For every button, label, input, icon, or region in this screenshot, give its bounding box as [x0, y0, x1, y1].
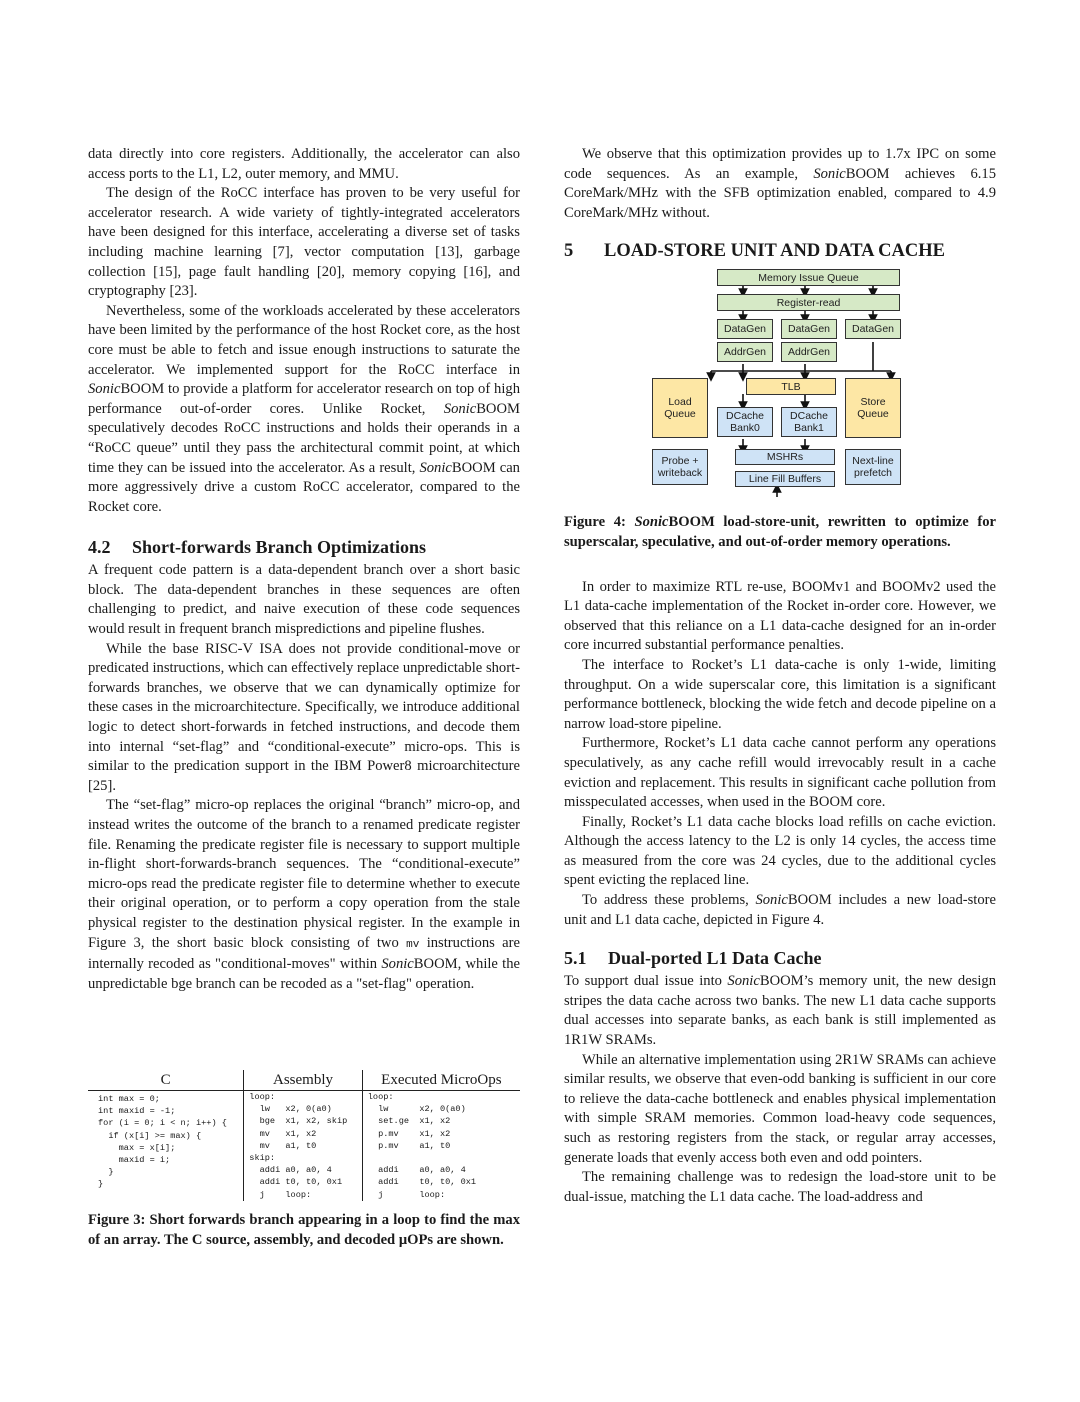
probe-writeback-box: Probe + writeback: [652, 449, 708, 485]
tlb-box: TLB: [746, 378, 836, 395]
figure-4-caption: Figure 4: SonicBOOM load-store-unit, rewritten to optimize for superscalar, speculative, and out-of-order memory operations.: [564, 514, 996, 550]
paragraph: The “set-flag” micro-op replaces the original “branch” micro-op, and instead writes the outcome of the branch to a renamed predicate register file. Renaming the predicate register file is necessary to support multiple in-flight short-forwards-branch sequences. The “conditional-execute” micro-ops read the predicate register file to determine whether to execute their original operation, or to perform a copy operation from the stale physical register to the destination physical register. In the example in Figure 3, the short basic block consisting of two mv instructions are internally recoded as "conditional-moves" within SonicBOOM, while the unpredictable bge branch can be recoded as a "set-flag" operation.: [88, 797, 521, 992]
assembly-code: loop: lw x2, 0(a0) bge x1, x2, skip mv x1, x2 mv a1, t0 skip: addi a0, a0, 4 addi t0, t0, 0x1 j loop:: [243, 1091, 361, 1201]
figure-3-code-table: [88, 1070, 520, 1250]
dcache-bank0-box: DCache Bank0: [717, 407, 773, 437]
mshrs-box: MSHRs: [735, 449, 835, 465]
left-column: [88, 145, 520, 994]
paragraph: Finally, Rocket’s L1 data cache blocks load refills on cache eviction. Although the access latency to the L2 is only 14 cycles, the access time as measured from the core was 24 cycles, due to the additional cycles spent evicting the replaced line.: [564, 813, 996, 889]
column-header-assembly: Assembly: [243, 1070, 361, 1090]
section-heading: 5.1 Dual-ported L1 Data Cache: [564, 948, 822, 969]
paragraph: Nevertheless, some of the workloads accelerated by these accelerators have been limited by the performance of the host Rocket core, as the host core must be able to fetch and issue enough instructions to saturate the accelerator. We implemented support for the RoCC interface in SonicBOOM to provide a platform for accelerator research on top of high performance out-of-order cores. Unlike Rocket, SonicBOOM speculatively decodes RoCC instructions and holds their operands in a “RoCC queue” until they pass the architectural commit point, at which time they can be issued into the accelerator. As a result, SonicBOOM can more aggressively drive a custom RoCC accelerator, compared to the Rocket core.: [88, 302, 520, 515]
addrgen-box: AddrGen: [781, 342, 837, 362]
section-heading: 4.2 Short-forwards Branch Optimizations: [88, 537, 426, 558]
column-header-microops: Executed MicroOps: [362, 1070, 520, 1090]
paragraph: data directly into core registers. Additionally, the accelerator can also access ports to the L1, L2, outer memory, and MMU.: [88, 146, 520, 182]
paragraph: The remaining challenge was to redesign the load-store unit to be dual-issue, matching the L1 data cache. The load-address and: [564, 1169, 996, 1205]
paragraph: To support dual issue into SonicBOOM’s memory unit, the new design stripes the data cache across two banks. The new L1 data cache supports dual accesses into separate banks, as each bank is still implemented as 1R1W SRAMs.: [564, 973, 997, 1049]
figure-3-caption: Figure 3: Short forwards branch appearing in a loop to find the max of an array. The C source, assembly, and decoded μOPs are shown.: [88, 1212, 520, 1248]
paragraph: While an alternative implementation using 2R1W SRAMs can achieve similar results, we observe that even-odd banking is sufficient in our core to relieve the data-cache bottleneck and enables physical implementation with simple SRAM memories. Common load-heavy code sequences, such as restoring registers from the stack, or regular array accesses, generate loads that evenly access both even and odd pointers.: [564, 1051, 996, 1166]
paragraph: Furthermore, Rocket’s L1 data cache cannot perform any operations speculatively, as any cache refill would irrevocably result in a cache eviction and replacement. This results in significant cache pollution from misspeculated accesses, when used in the BOOM core.: [564, 735, 996, 811]
memory-issue-queue-box: Memory Issue Queue: [717, 269, 900, 286]
next-line-prefetch-box: Next-line prefetch: [845, 449, 901, 485]
load-queue-box: Load Queue: [652, 378, 708, 438]
register-read-box: Register-read: [717, 294, 900, 311]
datagen-box: DataGen: [845, 319, 901, 339]
column-header-c: C: [160, 1072, 171, 1088]
addrgen-box: AddrGen: [717, 342, 773, 362]
dcache-bank1-box: DCache Bank1: [781, 407, 837, 437]
paragraph: To address these problems, SonicBOOM includes a new load-store unit and L1 data cache, depicted in Figure 4.: [564, 892, 996, 928]
paragraph: We observe that this optimization provides up to 1.7x IPC on some code sequences. As an example, SonicBOOM achieves 6.15 CoreMark/MHz with the SFB optimization enabled, compared to 4.9 CoreMark/MHz without.: [564, 146, 996, 221]
store-queue-box: Store Queue: [845, 378, 901, 438]
microops-code: loop: lw x2, 0(a0) set.ge x1, x2 p.mv x1, x2 p.mv a1, t0 addi a0, a0, 4 addi t0, t0, 0x1 j loop:: [362, 1091, 520, 1201]
paragraph: The interface to Rocket’s L1 data-cache is only 1-wide, limiting throughput. On a wide superscalar core, this limitation is a significant performance bottleneck, blocking the wide fetch and decode pipeline on a narrow load-store pipeline.: [564, 656, 996, 732]
paragraph: A frequent code pattern is a data-dependent branch over a short basic block. The data-dependent branches in these sequences are often challenging to predict, and naive execution of these code sequences would result in frequent branch mispredictions and pipeline flushes.: [88, 562, 520, 638]
paragraph: In order to maximize RTL re-use, BOOMv1 and BOOMv2 used the L1 data-cache implementation of the Rocket in-order core. However, we observed that this reliance on a L1 data-cache designed for an in-order core incurred substantial performance penalties.: [564, 578, 996, 654]
datagen-box: DataGen: [717, 319, 773, 339]
paragraph: While the base RISC-V ISA does not provide conditional-move or predicated instructions, which can effectively replace unpredictable short-forwards branches, we observe that we can dynamically optimize for these cases in the microarchitecture. Specifically, we introduce additional logic to detect short-forwards in fetched instructions, and decode them into internal “set-flag” and “conditional-execute” micro-ops. This is similar to the predication support in the IBM Power8 microarchitecture [25].: [88, 640, 520, 794]
datagen-box: DataGen: [781, 319, 837, 339]
c-source-code: int max = 0; int maxid = -1; for (i = 0; i < n; i++) { if (x[i] >= max) { max = x[i]; maxid = i; } }: [98, 1094, 227, 1190]
paragraph: The design of the RoCC interface has proven to be very useful for accelerator research. A wide variety of tightly-integrated accelerators have been designed for this interface, accelerating a diverse set of tasks including machine learning [7], vector computation [13], garbage collection [15], page fault handling [20], memory copying [16], and cryptography [23].: [88, 185, 520, 300]
section-heading: 5 LOAD-STORE UNIT AND DATA CACHE: [564, 241, 945, 262]
line-fill-buffers-box: Line Fill Buffers: [735, 471, 835, 487]
